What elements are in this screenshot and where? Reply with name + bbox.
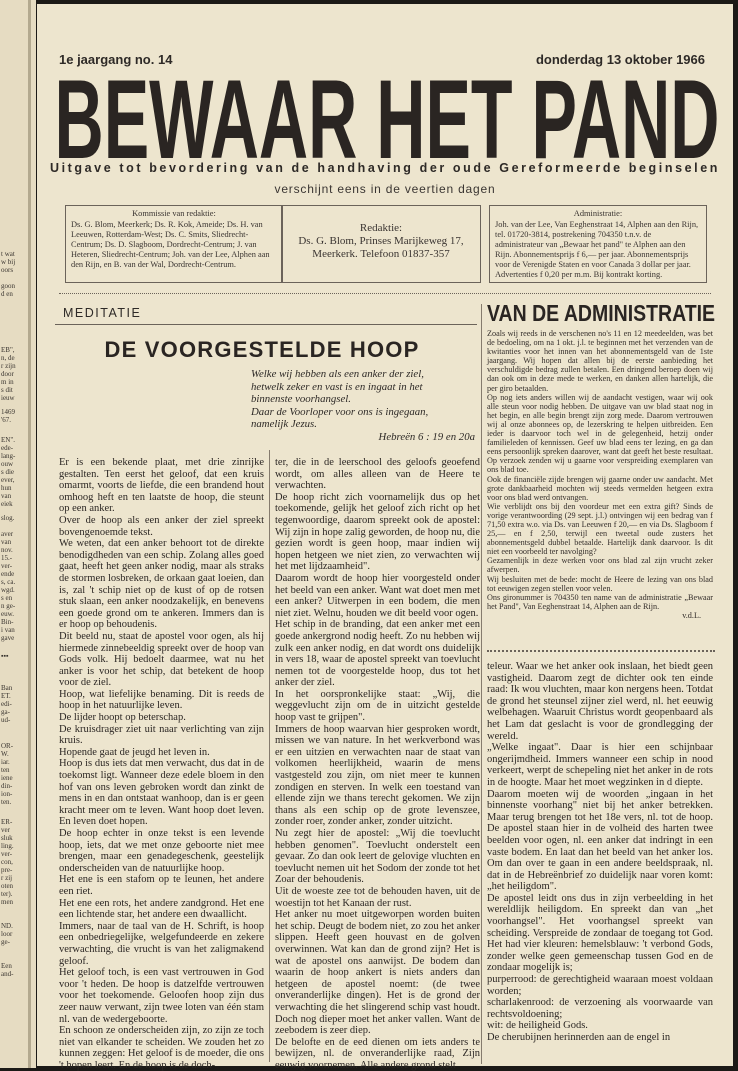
verse-line: hetwelk zeker en vast is en ingaat in het [251, 380, 423, 393]
previous-page-strip [0, 0, 36, 1068]
previous-page-fragment: loor [1, 930, 13, 938]
section-dotted-separator [487, 650, 715, 652]
article-paragraph: Daarom wordt de hoop hier voorgesteld onder het beeld van een anker. Want wat doet men met een anker? Uitwerpen in een bodem, die men niet ziet. Welnu, houden we dit beeld voor ogen. [275, 572, 480, 619]
page-fold-shadow [28, 0, 31, 1068]
article-paragraph: Ook de financiële zijde brengen wij gaarne onder uw aandacht. Met grote dankbaarheid mochten wij steeds vermelden hetgeen extra voor ons blad werd ontvangen. [487, 474, 713, 502]
column-rule [269, 450, 270, 1062]
previous-page-fragment: hun [1, 484, 12, 492]
previous-page-fragment: ver- [1, 850, 13, 858]
previous-page-fragment: ende [1, 570, 15, 578]
verse-line: namelijk Jezus. [251, 418, 317, 431]
article-paragraph: De apostel leidt ons dus in zijn verbeelding in het wereldlijk heiligdom. En spreekt dan van „het voorhangsel". Het voorhangsel spreekt van scheiding. Verspreide de zondaar de toegang tot God. Het had vier kleuren: hemelsblauw: 't verbond Gods, zonder welke geen gemeenschap tussen God en de zondaar mogelijk is; [487, 892, 713, 974]
previous-page-fragment: ling. [1, 842, 14, 850]
article-paragraph: Nu zegt hier de apostel: „Wij die toevlucht hebben genomen". Toevlucht onderstelt een gevaar. Zo dan ook leert de gelovige vluchten en toevlucht nemen uit het Sodom der zonde tot het Zoar der behoudenis. [275, 828, 480, 886]
previous-page-fragment: van [1, 492, 12, 500]
masthead-title-text: BEWAAR HET PAND [54, 57, 720, 182]
previous-page-fragment: 1469 [1, 408, 15, 416]
previous-page-fragment: ter). [1, 890, 13, 898]
article-paragraph: De hoop echter in onze tekst is een levende hoop, iets, dat we met onze geboorte niet mee brengen, maar een genadegeschenk, geestelijk onderscheiden van de natuurlijke hoop. [59, 828, 264, 874]
article-paragraph: Wie verblijdt ons bij den voordeur met een extra gift? Sinds de vorige verantwoording (29 sept. j.l.) ontvingen wij een bedrag van f 71,50 extra w.o. via Ds. van Leeuwen f 20,— en via Ds. Slagboom f 25,— en f 2,50, terwijl een tweetal oude zusters het abonnementsgeld dubbel betaalde. Hartelijk dank daarvoor. Is dit niet een voorbeeld ter navolging? [487, 501, 713, 557]
article-column-2 [275, 457, 480, 1071]
article-paragraph: Op nog iets anders willen wij de aandacht vestigen, waar wij ook alle steun voor nodig hebben. De uitgave van uw blad staat nog in het begin, en alle begin brengt zijn zorg mede. Daarom vertrouwen wij al onze abonnees op, de lezerskring te helpen uitbreiden. Een ieder is daarvoor toch wel in de gelegenheid, hetzij onder familieleden of kennissen. Geef uw blad eens ter lezing, en ga dan eens persoonlijk spreken daarover, want dat geeft het beste resultaat. Op verzoek zenden wij u gaarne voor verspreiding exemplaren van ons blad toe. [487, 392, 713, 475]
article-paragraph: ter, die in de leerschool des geloofs geoefend wordt, om alles alleen van de Heere te verwachten. [275, 457, 480, 492]
previous-page-fragment: n, de [1, 354, 15, 362]
article-paragraph: Gezamenlijk in deze werken voor ons blad zal zijn vrucht zeker afwerpen. [487, 556, 713, 575]
previous-page-fragment: ede- [1, 444, 14, 452]
previous-page-fragment: s en [1, 594, 13, 602]
previous-page-fragment: con, [1, 858, 13, 866]
previous-page-fragment: ga- [1, 708, 10, 716]
previous-page-fragment: oten [1, 882, 14, 890]
previous-page-fragment: w bij [1, 258, 16, 266]
article-paragraph: De belofte en de eed dienen om iets anders te bewijzen, nl. de onveranderlijke raad, Zijn eeuwig voornemen. Alle andere grond stelt [275, 1036, 480, 1071]
previous-page-fragment: EN". [1, 436, 15, 444]
article-paragraph: De cherubijnen herinnerden aan de engel in [487, 1032, 671, 1043]
previous-page-fragment: van [1, 538, 12, 546]
scripture-quote [251, 368, 487, 444]
issue-date: donderdag 13 oktober 1966 [535, 52, 705, 67]
previous-page-fragment: i van [1, 626, 15, 634]
previous-page-fragment: oors [1, 266, 14, 274]
previous-page-fragment: ieuw [1, 394, 15, 402]
previous-page-fragment: ion- [1, 790, 13, 798]
article-paragraph: wit: de heiligheid Gods. [487, 1020, 588, 1032]
article-paragraph: De lijder hoopt op beterschap. [59, 712, 186, 724]
previous-page-fragment: euw. [1, 610, 14, 618]
masthead-divider [59, 293, 711, 294]
article-paragraph: Het ene is een stafom op te leunen, het andere een riet. [59, 874, 264, 897]
redaktie-address: Ds. G. Blom, Prinses Marijkeweg 17, [298, 235, 464, 247]
article-paragraph: Zoals wij reeds in de verschenen no's 11 en 12 meedeelden, was bet de bedoeling, om na 1 okt. j.l. te beginnen met het verzenden van de kwitanties voor het innen van het abonnementsgeld van de 1ste jaargang. Wij hopen dat allen bij de eerste aanbieding het verschuldigde bedrag zullen betalen. Een dringend beroep doen wij dan ook om in deze mede te werken, en danken allen hartelijk, die per giro betaalden. [487, 329, 713, 393]
article-paragraph: En schoon ze onderscheiden zijn, zo zijn ze toch niet van elkander te scheiden. We zouden het zo kunnen zeggen: Het geloof is de moeder, die ons 't hopen leert. En de hoop is de doch- [59, 1025, 264, 1071]
article-paragraph: Het schip in de branding, dat een anker met een goede ankergrond nodig heeft. Zo nu hebben wij zulk een anker nodig, en dat wordt ons duidelijk in vers 18, waar de apostel spreekt van toevlucht nemen tot de voorgestelde hoop, dus tot het anker der ziel. [275, 619, 480, 689]
previous-page-fragment: Bin- [1, 618, 14, 626]
article-paragraph: Het anker nu moet uitgeworpen worden buiten het schip. Deugt de bodem niet, zo zou het anker slippen. Heeft geen houvast en de golven overwinnen. Wat kan dan de grond zijn? Het is wat de apostel ons aanwijst. De bodem dan waarin de hoop ankert is niets anders dan hetgeen de apostel noemt: (de twee onveranderlijke dingen). Het is de grond der verwachting die het slingerend schip vast houdt. Doch nog dieper moet het anker vallen. Want de zeebodem is zeer diep. [275, 909, 480, 1037]
issue-number: 1e jaargang no. 14 [59, 52, 173, 67]
publication-frequency: verschijnt eens in de veertien dagen [274, 182, 496, 196]
previous-page-fragment: W. [1, 750, 9, 758]
article-paragraph: Er is een bekende plaat, met drie zinrijke gestalten. Ten eerst het geloof, dat een kruis omarmt, voorts de liefde, die een brandend hout omhoog heft en ten laatste de hoop, die steunt op een anker. [59, 457, 264, 515]
previous-page-fragment: Ban [1, 684, 13, 692]
previous-page-fragment: edi- [1, 700, 12, 708]
meditatie-label: MEDITATIE [63, 306, 142, 320]
previous-page-fragment: ten [1, 766, 10, 774]
previous-page-fragment: ge- [1, 938, 10, 946]
article-paragraph: Uit de woeste zee tot de behouden haven, uit de woestijn tot het Kanaan der rust. [275, 885, 480, 909]
previous-page-fragment: OR- [1, 742, 14, 750]
previous-page-fragment: EB", [1, 346, 15, 354]
previous-page-fragment: din- [1, 782, 13, 790]
redaktie-phone: Meerkerk. Telefoon 01837-357 [312, 248, 450, 260]
article-paragraph: De kruisdrager ziet uit naar verlichting van zijn kruis. [59, 723, 264, 747]
previous-page-fragment: ver- [1, 562, 13, 570]
previous-page-fragment: ER- [1, 818, 13, 826]
previous-page-fragment: Een [1, 962, 12, 970]
previous-page-fragment: r zijn [1, 362, 16, 370]
previous-page-fragment: aver [1, 530, 14, 538]
article-paragraph: Hopende gaat de jeugd het leven in. [59, 746, 210, 758]
previous-page-fragment: t wat [1, 250, 15, 258]
article-paragraph: Wij besluiten met de bede: mocht de Heere de lezing van ons blad tot eeuwigen zegen stellen voor velen. [487, 574, 713, 593]
article-paragraph: teleur. Waar we het anker ook inslaan, het biedt geen vastigheid. Daarom zegt de dichter ook ten einde raad: Ik wou vluchten, maar kon nergens heen. Totdat de grond het steunsel zijner ziel werd, nl. het eeuwig welbehagen. Waaruit Christus wordt geopenbaard als het Lam dat geslacht is voor de grondlegging der wereld. [487, 661, 713, 742]
previous-page-fragment: pre- [1, 866, 13, 874]
column-rule [481, 304, 482, 1064]
previous-page-fragment: slog. [1, 514, 15, 522]
previous-page-fragment: ouw [1, 460, 14, 468]
previous-page-fragment: ten. [1, 798, 12, 806]
previous-page-fragment: gave [1, 634, 15, 642]
previous-page-fragment: goon [1, 282, 15, 290]
article-paragraph: In het oorspronkelijke staat: „Wij, die weggevlucht zijn om de in uitzicht gestelde hoop vast te grijpen". [275, 688, 480, 724]
verse-line: Welke wij hebben als een anker der ziel, [251, 368, 424, 380]
previous-page-fragment: '67. [1, 416, 12, 424]
redaktie-box [281, 205, 481, 283]
previous-page-fragment: eiek [1, 500, 13, 508]
article-paragraph: De hoop richt zich voornamelijk dus op het toekomende, gelijk het geloof zich richt op het tegenwoordige, daarom spreekt ook de apostel: Wij zijn in hope zalig geworden, de hoop nu, die gezien wordt is geen hoop, maar indien wij hopen hetgeen we niet zien, zo verwachten wij het met lijdzaamheid". [275, 491, 480, 573]
previous-page-fragment: ver [1, 826, 10, 834]
previous-page-fragment: and- [1, 970, 14, 978]
administratie-heading-small: Administratie: [573, 209, 623, 218]
previous-page-fragment: n ge- [1, 602, 16, 610]
previous-page-fragment: door [1, 370, 14, 378]
article-paragraph: Het ene een rots, het andere zandgrond. Het ene een lichtende star, het andere een dwaallicht. [59, 897, 264, 921]
article-paragraph: Over de hoop als een anker der ziel spreekt bovengenoemde tekst. [59, 514, 264, 538]
previous-page-fragment: wgd. [1, 586, 15, 594]
previous-page-fragment: s die [1, 468, 15, 476]
previous-page-fragment: ET. [1, 692, 11, 700]
article-column-3 [487, 661, 713, 1044]
article-paragraph: Ons gironummer is 704350 ten name van de administratie „Bewaar het Pand", Van Eeghenstraat 14, Alphen aan de Rijn. [487, 592, 713, 611]
administratie-box [489, 205, 707, 283]
administratie-notice [487, 329, 713, 620]
administratie-details: Joh. van der Lee, Van Eeghenstraat 14, Alphen aan den Rijn, tel. 01720-3814, postrekening 704350 t.n.v. de administrateur van „Bewaar het pand" te Alphen aan den Rijn. Abonnementsprijs f 6,— per jaar. Abonnementsprijs voor de Verenigde Staten en voor Canada 3 dollar per jaar. Advertenties f 0,20 per m.m. Bij kontrakt korting. [495, 220, 699, 279]
previous-page-fragment: men [1, 898, 14, 906]
commissie-members: Ds. G. Blom, Meerkerk; Ds. R. Kok, Ameide; Ds. H. van Leeuwen, Rotterdam-West; Ds. C. Smits, Sliedrecht-Centrum; Ds. D. Slagboom, Dordrecht-Centrum; J. van Heteren, Sliedrecht-Centrum; Joh. van der Lee, Alphen aan den Rijn, en B. van der Wal, Dordrecht-Centrum. [71, 220, 270, 269]
newspaper-page [37, 4, 733, 1071]
previous-page-fragment: s, ca. [1, 578, 16, 586]
previous-page-fragment: ND. [1, 922, 13, 930]
previous-page-fragment: s dit [1, 386, 13, 394]
previous-page-fragment: ▪▪▪ [1, 652, 9, 660]
commissie-heading: Kommissie van redaktie: [132, 209, 216, 218]
administratie-signature: v.d.L. [682, 610, 701, 620]
previous-page-fragment: ever, [1, 476, 15, 484]
article-headline: DE VOORGESTELDE HOOP [104, 337, 420, 362]
article-paragraph: Immers de hoop waarvan hier gesproken wordt, missen we van nature. In het werkverbond was er een uitzien en verwachten naar de staat van volkomen heerlijkheid, waarin de mens vastgesteld zou zijn, om niet meer te kunnen zondigen en sterven. In welk een toestand van ellende zijn we thans terecht gekomen. We zijn thans als een schip op de grote levenszee, zonder roer, zonder anker, zonder uitzicht. [275, 723, 480, 828]
verse-line: Daar de Voorloper voor ons is ingegaan, [251, 405, 429, 418]
previous-page-fragment: d en [1, 290, 13, 298]
article-paragraph: „Welke ingaat". Daar is hier een schijnbaar ongerijmdheid. Immers wanneer een schip in nood verkeert, werpt de schepeling niet het anker in de rots in de hoogte. Maar het moet wegzinken in d diepte. [487, 742, 713, 788]
verse-reference: Hebreën 6 : 19 en 20a [378, 430, 475, 443]
article-paragraph: purperrood: de gerechtigheid waaraan moest voldaan worden; [487, 974, 713, 997]
redaktie-heading: Redaktie: [359, 222, 403, 234]
previous-page-fragment: nov. [1, 546, 13, 554]
article-paragraph: Dit beeld nu, staat de apostel voor ogen, als hij hiermede zinnebeeldig spreekt over de hoop van Gods volk. Hij bedoelt daarmee, wat nu het anker is voor het schip, dat betekent de hoop voor de ziel. [59, 630, 264, 689]
article-paragraph: Daarom moeten wij de woorden „ingaan in het binnenste voorhang" niet bij het anker betrekken. Maar terug brengen tot het 18e vers, nl. tot de hoop. De apostel staan hier in de volheid des harten twee beelden voor ogen, nl. een anker dat indringt in een vaste bodem. En laat dan het beeld van het anker los. Om dan over te gaan in een andere beeldspraak, nl. dat in de Hebreënbrief zo duidelijk naar voren komt: „het heiligdom". [487, 788, 713, 893]
previous-page-fragment: iene [1, 774, 13, 782]
article-paragraph: Hoop is dus iets dat men verwacht, dus dat in de toekomst ligt. Wanneer deze edele bloem in den hof van ons leven gebroken wordt dan zinkt de mens in en dan ontstaat wanhoop, dan is er geen kracht meer om te leven. Want hoop doet leven. En leven doet hopen. [59, 758, 264, 828]
meditatie-rule [55, 324, 477, 325]
previous-page-fragment: m in [1, 378, 14, 386]
previous-page-fragment: iar. [1, 758, 10, 766]
article-paragraph: Het geloof toch, is een vast vertrouwen in God voor 't heden. De hoop is datzelfde vertrouwen voor het toekomende. Geloofen hoop zijn dus zeer nauw verwant, zijn twee loten van één stam nl. van de wedergeboorte. [59, 967, 264, 1025]
previous-page-fragment: 15.- [1, 554, 13, 562]
article-paragraph: scharlakenrood: de verzoening als voorwaarde van rechtsvoldoening; [487, 997, 713, 1020]
administratie-headline [487, 300, 717, 324]
article-paragraph: We weten, dat een anker behoort tot de direkte benodigdheden van een schip. Zolang alles goed gaat, heeft het geen anker nodig, maar als straks de stormen losbreken, de orkaan gaat loeien, dan is, zal 't schip niet op de kust of op de rotsen stuk slaan, een anker noodzakelijk, en benevens een goede grond om te ankeren. Immers dan is er hoop op behoudenis. [59, 538, 264, 631]
article-paragraph: Hoop, wat liefelijke benaming. Dit is reeds de hoop in het natuurlijke leven. [59, 688, 264, 712]
article-paragraph: Immers, naar de taal van de H. Schrift, is hoop een onbedriegelijke, welgefundeerde en zekere verwachting, die vrucht is van het zaligmakend geloof. [59, 920, 264, 967]
article-column-1 [59, 457, 264, 1071]
administratie-headline-text: VAN DE ADMINISTRATIE [487, 300, 715, 326]
previous-page-fragment: lang- [1, 452, 16, 460]
previous-page-fragment: ud- [1, 716, 11, 724]
masthead-subtitle: Uitgave tot bevordering van de handhaving der oude Gereformeerde beginselen [49, 161, 721, 175]
previous-page-fragment: r zij [1, 874, 13, 882]
verse-line: binnenste voorhangsel. [251, 393, 351, 406]
previous-page-fragment: sluk [1, 834, 13, 842]
commissie-box [65, 205, 283, 283]
